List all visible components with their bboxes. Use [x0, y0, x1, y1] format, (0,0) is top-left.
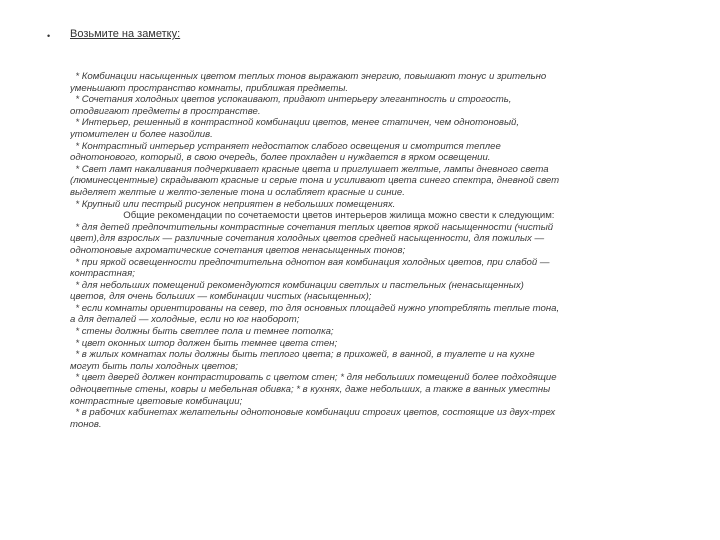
body-line: цветов, для очень больших — комбинации чистых (насыщенных);	[70, 291, 372, 303]
body-line: * Свет ламп накаливания подчеркивает красные цвета и приглушает желтые, лампы дневного света	[70, 163, 549, 175]
body-line: * для детей предпочтительны контрастные сочетания теплых цветов яркой насыщенности (чистый	[70, 221, 554, 233]
body-line: * Комбинации насыщенных цветом теплых тонов выражают энергию, повышают тонус и зрительно	[70, 71, 547, 82]
body-line: * Интерьер, решенный в контрастной комбинации цветов, менее статичен, чем однотоновый,	[70, 117, 520, 129]
bullet-marker: •	[47, 31, 51, 41]
body-line: а для деталей — холодные, если но юг наоборот;	[70, 314, 300, 326]
body-line: * цвет дверей должен контрастировать с цветом стен; * для небольших помещений более подходящие	[70, 372, 557, 384]
body-line: * в жилых комнатах полы должны быть теплого цвета; в прихожей, в ванной, в туалете и на кухне	[70, 349, 535, 361]
body-line: отодвигают предметы в пространстве.	[70, 105, 261, 117]
body-line: уменьшают пространство комнаты, приближая предметы.	[70, 82, 349, 94]
body-line: контрастные цветовые комбинации;	[70, 395, 243, 407]
body-line: * Сочетания холодных цветов успокаивают, придают интерьеру элегантность и строгость,	[70, 94, 512, 106]
body-line: однотоновые ахроматические сочетания цветов ненасыщенных тонов;	[70, 244, 406, 256]
body-text	[70, 71, 710, 430]
body-line: одноцветные стены, ковры и мебельная обивка; * в кухнях, даже небольших, а также в ванных уместны	[70, 384, 551, 396]
body-line: * если комнаты ориентированы на север, то для основных площадей нужно употреблять теплые тона,	[70, 302, 560, 314]
body-line: могут быть полы холодных цветов;	[70, 360, 238, 372]
body-line: * в рабочих кабинетах желательны однотоновые комбинации строгих цветов, состоящие из двух-трех	[70, 407, 556, 419]
heading-text: Возьмите на заметку:	[70, 28, 181, 40]
body-line: тонов.	[70, 418, 102, 430]
body-line: цвет),для взрослых — различные сочетания холодных цветов средней насыщенности, для пожилых —	[70, 233, 545, 245]
body-line: однотонового, который, в свою очередь, более прохладен и нуждается в ярком освещении.	[70, 152, 491, 164]
body-line: * для небольших помещений рекомендуются комбинации светлых и пастельных (ненасыщенных)	[70, 279, 524, 291]
body-line: * Контрастный интерьер устраняет недостаток слабого освещения и смотрится теплее	[70, 140, 501, 152]
body-line: * при яркой освещенности предпочтительна однотон вая комбинация холодных цветов, при слабой —	[70, 256, 550, 268]
body-line: * стены должны быть светлее пола и темнее потолка;	[70, 326, 334, 338]
body-line: Общие рекомендации по сочетаемости цветов интерьеров жилища можно свести к следующим:	[70, 210, 555, 222]
body-line: * Крупный или пестрый рисунок неприятен в небольших помещениях.	[70, 198, 396, 210]
body-line: контрастная;	[70, 268, 135, 280]
body-line: * цвет оконных штор должен быть темнее цвета стен;	[70, 337, 338, 349]
body-line: утомителен и более назойлив.	[70, 128, 213, 140]
body-line: (люминесцентные) скрадывают красные и серые тона и усиливают цвета синего спектра, дневной свет	[70, 175, 560, 187]
slide-heading	[70, 27, 180, 41]
body-line: выделяет желтые и желто-зеленые тона и ослабляет красные и синие.	[70, 186, 405, 198]
